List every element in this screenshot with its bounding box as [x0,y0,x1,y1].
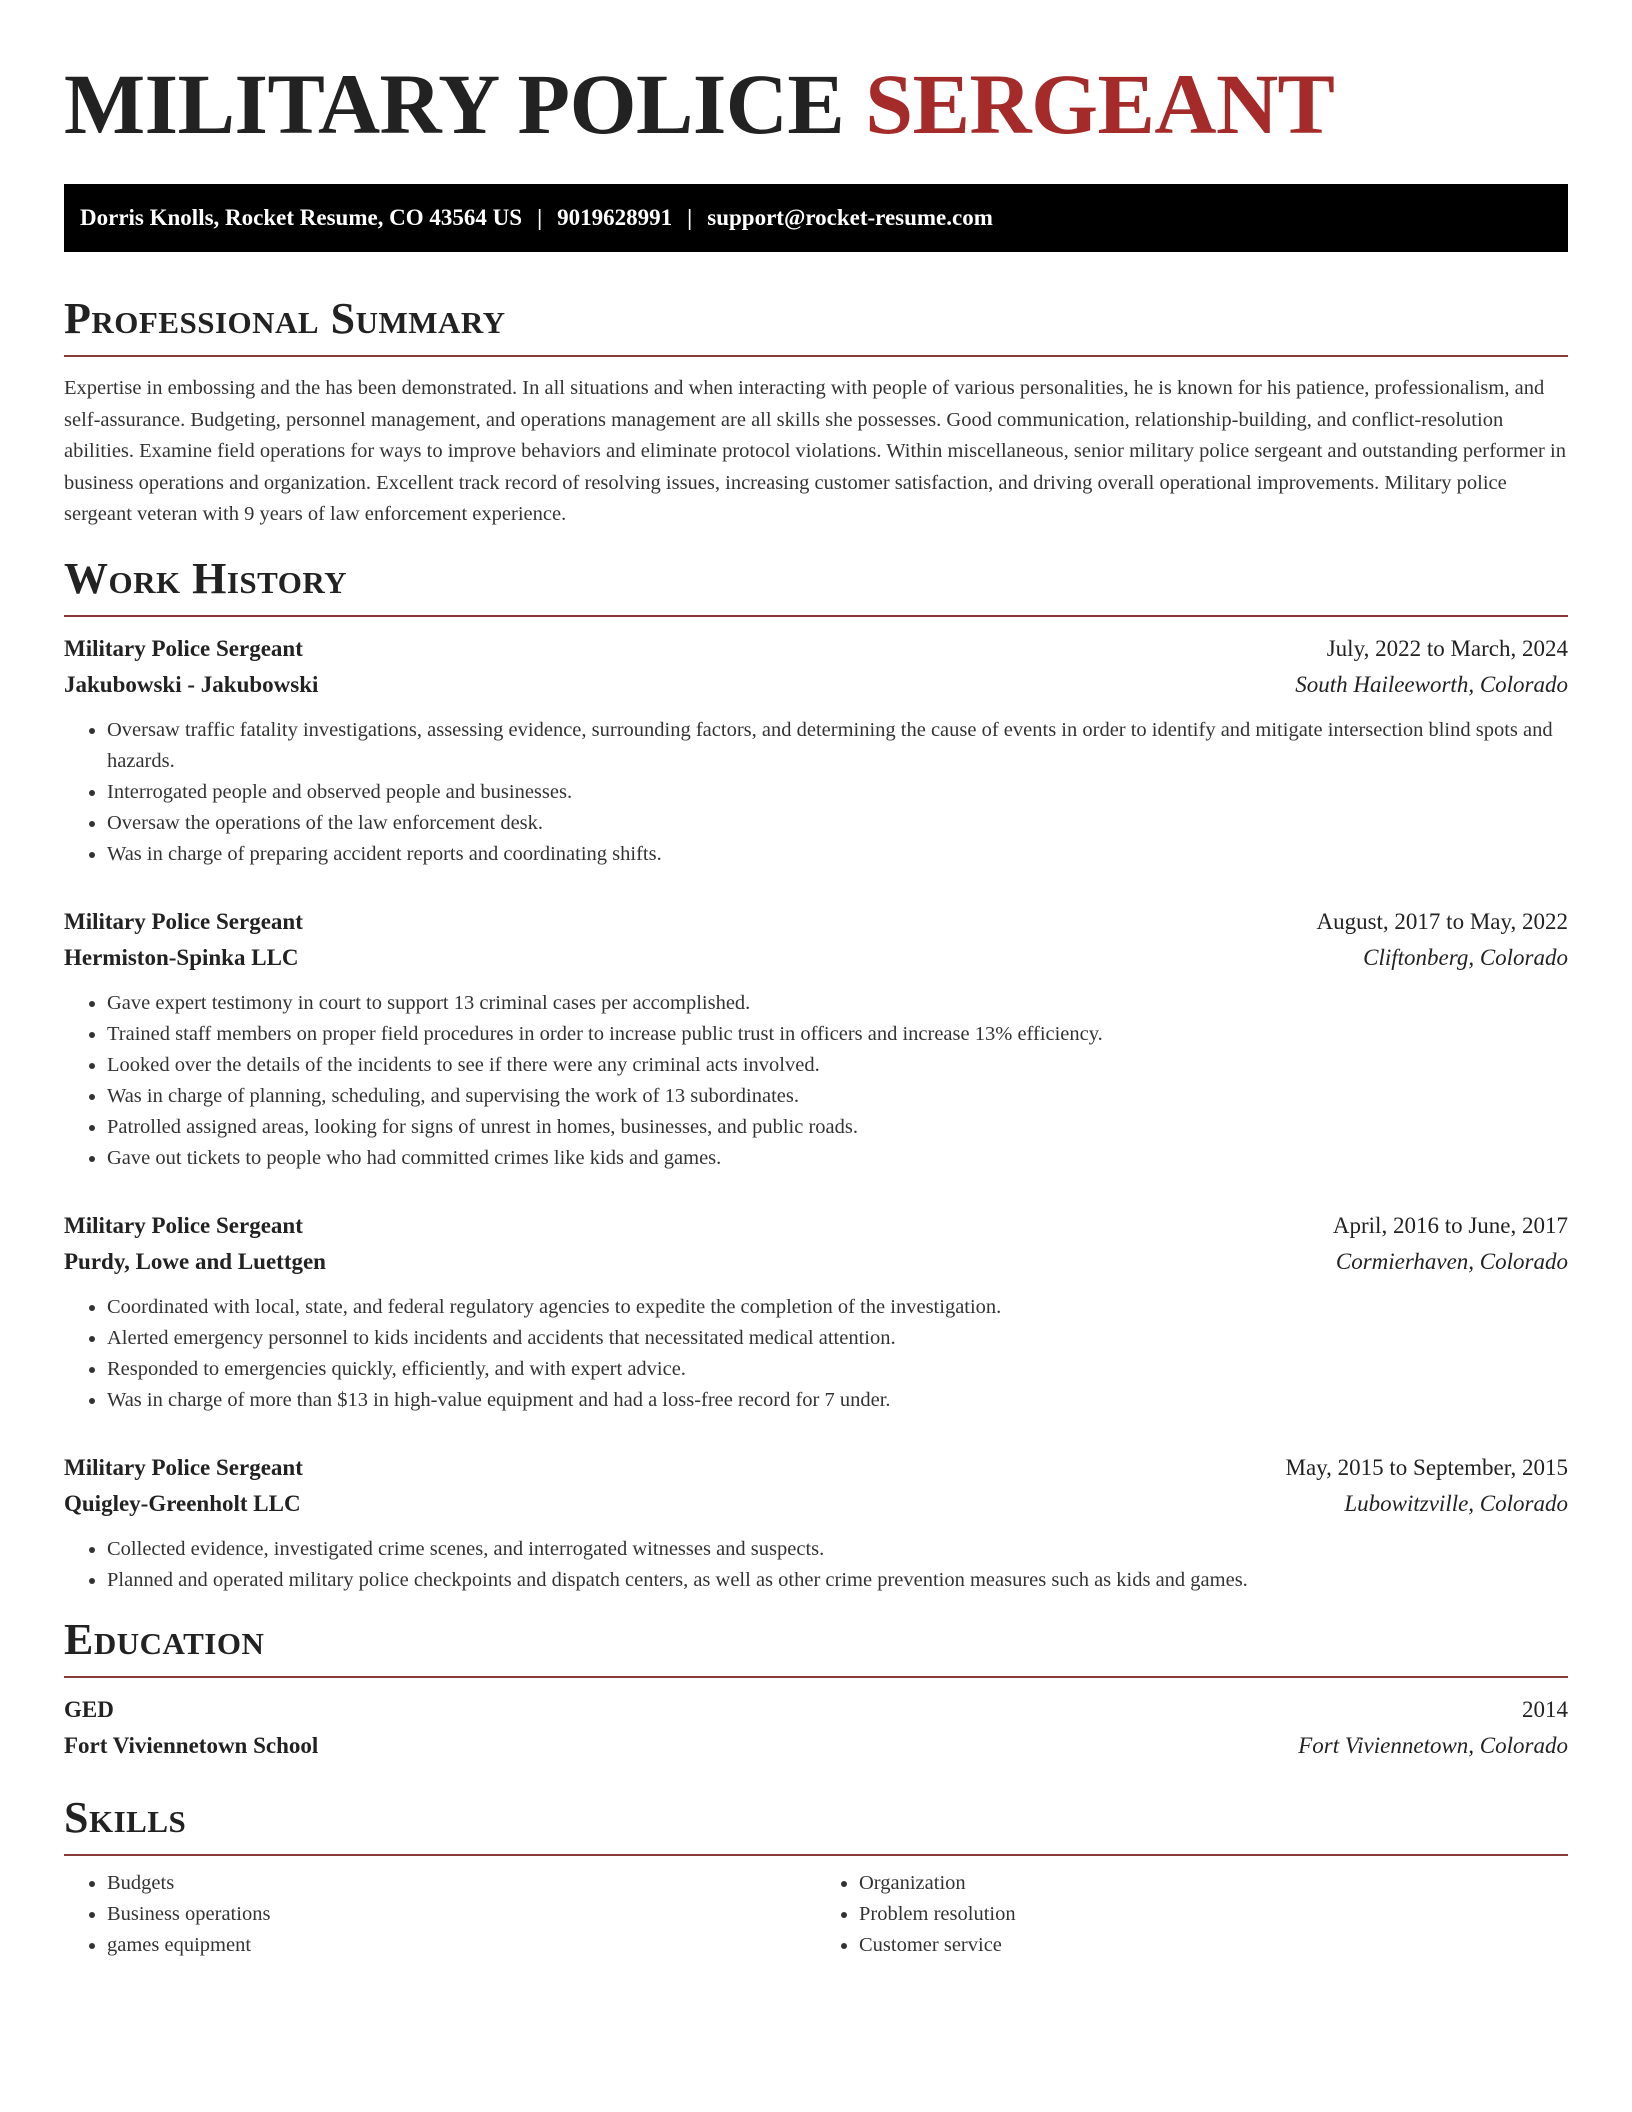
job-title: Military Police Sergeant [64,1454,303,1480]
job-bullets [64,988,1568,1174]
job-bullet: • Looked over the details of the incidents to see if there were any criminal acts involved. [107,1050,1568,1081]
job-bullet: • Trained staff members on proper field procedures in order to increase public trust in officers and increase 13% efficiency. [107,1019,1568,1050]
job-bullet: • Alerted emergency personnel to kids incidents and accidents that necessitated medical attention. [107,1323,1568,1354]
job-bullet: • Responded to emergencies quickly, efficiently, and with expert advice. [107,1354,1568,1385]
job-dates: April, 2016 to June, 2017 [1332,1212,1568,1238]
job-bullets [64,1292,1568,1416]
summary-section [64,293,1568,531]
job-location: Cliftonberg, Colorado [1363,944,1568,970]
skill-item: • Organization [859,1868,1568,1899]
summary-heading: Professional Summary [64,294,506,343]
job-company: Purdy, Lowe and Luettgen [64,1248,326,1274]
section-divider [64,615,1568,617]
job-bullet: • Was in charge of planning, scheduling, and supervising the work of 13 subordinates. [107,1081,1568,1112]
education-heading: Education [64,1614,265,1664]
title-main: MILITARY POLICE [64,56,845,152]
contact-phone: 9019628991 [557,205,673,230]
section-divider [64,1676,1568,1678]
job-bullet: • Was in charge of more than $13 in high-value equipment and had a loss-free record for 7 under. [107,1385,1568,1416]
job-bullet: • Gave out tickets to people who had committed crimes like kids and games. [107,1143,1568,1174]
skills-column-left [64,1868,816,1961]
job-entry [64,1450,1568,1596]
job-location: Lubowitzville, Colorado [1344,1490,1568,1516]
summary-text: Expertise in embossing and the has been demonstrated. In all situations and when interacting with people of various personalities, he is known for his patience, professionalism, and self-assurance. Budgeting, personnel management, and operations management are all skills she possesses. Good communication, relationship-building, and conflict-resolution abilities. Examine field operations for ways to improve behaviors and eliminate protocol violations. Within miscellaneous, senior military police sergeant and outstanding performer in business operations and organization. Excellent track record of resolving issues, increasing customer satisfaction, and driving overall operational improvements. Military police sergeant veteran with 9 years of law enforcement experience. [64,377,1566,525]
job-dates: May, 2015 to September, 2015 [1285,1454,1568,1480]
title-accent: SERGEANT [865,56,1335,152]
job-entry [64,904,1568,1174]
skill-item: • Budgets [107,1868,816,1899]
education-school: Fort Viviennetown School [64,1732,319,1758]
job-location: South Haileeworth, Colorado [1295,671,1568,697]
resume-title [64,0,1568,150]
job-bullet: • Coordinated with local, state, and federal regulatory agencies to expedite the completion of the investigation. [107,1292,1568,1323]
skills-column-right [816,1868,1568,1961]
section-divider [64,1854,1568,1856]
skills-section [64,1792,1568,1961]
job-company: Quigley-Greenholt LLC [64,1490,301,1516]
job-entry [64,1208,1568,1416]
job-bullet: • Was in charge of preparing accident reports and coordinating shifts. [107,839,1568,870]
job-dates: August, 2017 to May, 2022 [1316,908,1568,934]
job-bullet: • Collected evidence, investigated crime scenes, and interrogated witnesses and suspects. [107,1534,1568,1565]
skill-item: • Business operations [107,1899,816,1930]
job-bullet: • Oversaw traffic fatality investigations, assessing evidence, surrounding factors, and determining the cause of events in order to identify and mitigate intersection blind spots and hazards. [107,715,1568,777]
job-title: Military Police Sergeant [64,1212,303,1238]
job-location: Cormierhaven, Colorado [1335,1248,1568,1274]
skills-heading: Skills [64,1792,187,1842]
section-divider [64,355,1568,357]
job-entry [64,631,1568,870]
work-history-heading: Work History [64,553,348,603]
job-bullet: • Patrolled assigned areas, looking for signs of unrest in homes, businesses, and public roads. [107,1112,1568,1143]
job-company: Jakubowski - Jakubowski [64,671,319,697]
contact-bar [64,184,1568,252]
skill-item: • Problem resolution [859,1899,1568,1930]
education-degree: GED [64,1696,114,1722]
job-dates: July, 2022 to March, 2024 [1326,635,1568,661]
job-title: Military Police Sergeant [64,635,303,661]
skills-grid [64,1868,1568,1961]
contact-separator: | [537,205,543,230]
job-company: Hermiston-Spinka LLC [64,944,299,970]
job-bullet: • Oversaw the operations of the law enforcement desk. [107,808,1568,839]
skill-item: • Customer service [859,1930,1568,1961]
education-section [64,1614,1568,1764]
job-bullet: • Gave expert testimony in court to support 13 criminal cases per accomplished. [107,988,1568,1019]
contact-address: Dorris Knolls, Rocket Resume, CO 43564 US [80,205,523,230]
job-title: Military Police Sergeant [64,908,303,934]
contact-separator: | [687,205,693,230]
education-year: 2014 [1522,1696,1568,1722]
education-location: Fort Viviennetown, Colorado [1298,1732,1568,1758]
job-bullets [64,1534,1568,1596]
contact-email: support@rocket-resume.com [707,205,993,230]
job-bullets [64,715,1568,870]
job-bullet: • Planned and operated military police checkpoints and dispatch centers, as well as other crime prevention measures such as kids and games. [107,1565,1568,1596]
work-history-section [64,553,1568,1596]
job-bullet: • Interrogated people and observed people and businesses. [107,777,1568,808]
skill-item: • games equipment [107,1930,816,1961]
